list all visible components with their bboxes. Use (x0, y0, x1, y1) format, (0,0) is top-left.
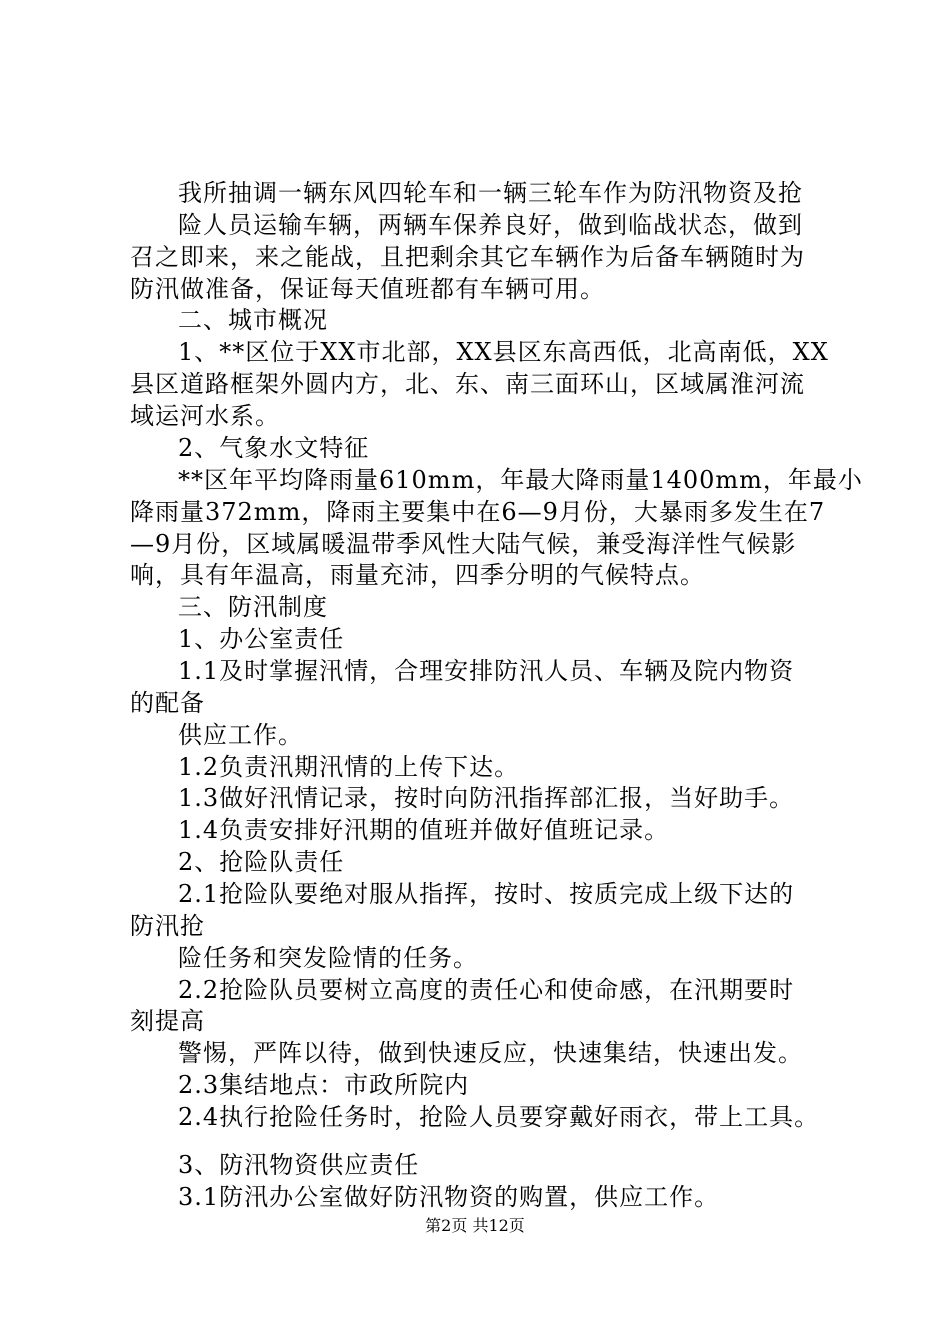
paragraph-line: 1.2负责汛期汛情的上传下达。 (178, 753, 520, 781)
paragraph-line: 3.1防汛办公室做好防汛物资的购置，供应工作。 (178, 1183, 720, 1211)
paragraph-line: 防汛抢 (130, 912, 205, 940)
paragraph-line: 1.3做好汛情记录，按时向防汛指挥部汇报，当好助手。 (178, 784, 795, 812)
page-footer: 第2页 共12页 (425, 1216, 525, 1235)
section-heading: 二、城市概况 (178, 306, 328, 334)
paragraph-line: 1.4负责安排好汛期的值班并做好值班记录。 (178, 816, 670, 844)
paragraph-line: 域运河水系。 (130, 402, 280, 430)
section-heading: 三、防汛制度 (178, 593, 328, 621)
subsection-heading: 2、抢险队责任 (178, 848, 345, 876)
paragraph-line: 2.4执行抢险任务时，抢险人员要穿戴好雨衣，带上工具。 (178, 1103, 820, 1131)
paragraph-line: **区年平均降雨量610mm，年最大降雨量1400mm，年最小 (178, 466, 863, 494)
paragraph-line: 的配备 (130, 689, 205, 717)
paragraph-line: 2.3集结地点：市政所院内 (178, 1071, 470, 1099)
paragraph-line: 2.2抢险队员要树立高度的责任心和使命感，在汛期要时 (178, 976, 795, 1004)
subsection-heading: 3、防汛物资供应责任 (178, 1151, 420, 1179)
paragraph-line: 召之即来，来之能战，且把剩余其它车辆作为后备车辆随时为 (130, 243, 805, 271)
paragraph-line: 险任务和突发险情的任务。 (178, 944, 478, 972)
paragraph-line: 险人员运输车辆，两辆车保养良好，做到临战状态，做到 (178, 211, 803, 239)
paragraph-line: 2.1抢险队要绝对服从指挥，按时、按质完成上级下达的 (178, 880, 795, 908)
subsection-heading: 1、办公室责任 (178, 625, 345, 653)
paragraph-line: 供应工作。 (178, 721, 303, 749)
paragraph-line: 县区道路框架外圆内方，北、东、南三面环山，区域属淮河流 (130, 370, 805, 398)
paragraph-line: 响，具有年温高，雨量充沛，四季分明的气候特点。 (130, 561, 705, 589)
paragraph-line: —9月份，区域属暖温带季风性大陆气候，兼受海洋性气候影 (130, 530, 797, 558)
paragraph-line: 1.1及时掌握汛情，合理安排防汛人员、车辆及院内物资 (178, 657, 795, 685)
subsection-heading: 2、气象水文特征 (178, 434, 370, 462)
paragraph-line: 1、**区位于XX市北部，XX县区东高西低，北高南低，XX (178, 338, 829, 366)
paragraph-line: 降雨量372mm，降雨主要集中在6—9月份，大暴雨多发生在7 (130, 498, 826, 526)
paragraph-line: 刻提高 (130, 1007, 205, 1035)
paragraph-line: 防汛做准备，保证每天值班都有车辆可用。 (130, 275, 605, 303)
paragraph-line: 警惕，严阵以待，做到快速反应，快速集结，快速出发。 (178, 1039, 803, 1067)
paragraph-line: 我所抽调一辆东风四轮车和一辆三轮车作为防汛物资及抢 (178, 179, 803, 207)
